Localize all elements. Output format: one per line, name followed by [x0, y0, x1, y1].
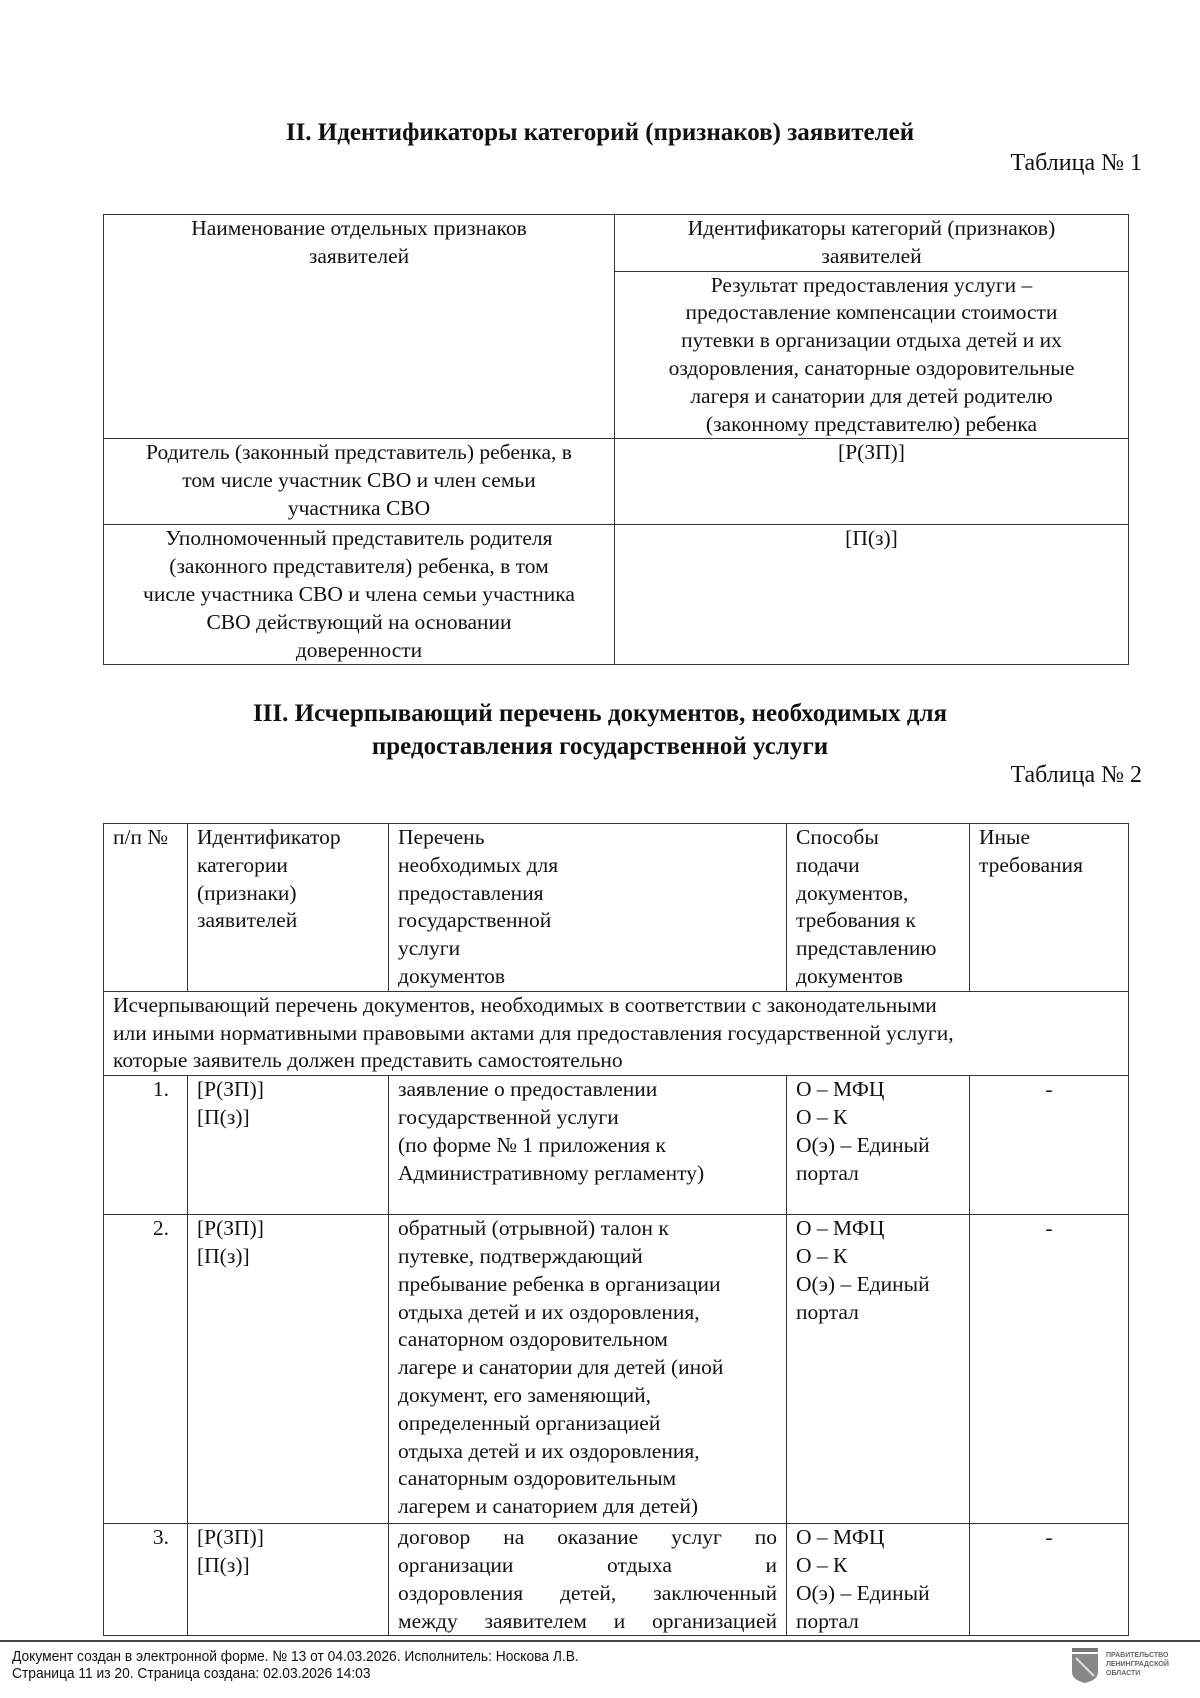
header-documents: Перечень необходимых для предоставления государственной услуги документов	[389, 824, 787, 992]
applicant-id: [Р(ЗП)]	[615, 439, 1129, 525]
table-row	[104, 1076, 1129, 1215]
section-2-title: II. Идентификаторы категорий (признаков) заявителей	[285, 119, 915, 146]
header-methods: Способы подачи документов, требования к представлению документов	[787, 824, 970, 992]
row-methods: О – МФЦ О – К О(э) – Единый портал	[787, 1215, 970, 1524]
doc-line: организации отдыха и	[398, 1552, 777, 1577]
footer-page-info: Страница 11 из 20. Страница создана: 02.03.2026 14:03	[12, 1665, 371, 1682]
section-3-title: III. Исчерпывающий перечень документов, необходимых для предоставления государственной услуги	[252, 700, 948, 760]
header-other: Иные требования	[970, 824, 1129, 992]
header-number: п/п №	[104, 824, 188, 992]
coat-of-arms-icon	[1070, 1648, 1100, 1684]
table-2	[103, 823, 1129, 1636]
applicant-id: [П(з)]	[615, 525, 1129, 665]
table-1-header-ids: Идентификаторы категорий (признаков) заявителей	[615, 215, 1129, 272]
row-document	[389, 1524, 787, 1636]
row-methods: О – МФЦ О – К О(э) – Единый портал	[787, 1524, 970, 1636]
row-other: -	[970, 1524, 1129, 1636]
table-row	[104, 1215, 1129, 1524]
header-category-id: Идентификатор категории (признаки) заявителей	[188, 824, 389, 992]
table-1-header-name: Наименование отдельных признаков заявителей	[104, 215, 615, 439]
row-number: 3.	[104, 1524, 188, 1636]
doc-line: между заявителем и организацией	[398, 1608, 777, 1633]
row-number: 1.	[104, 1076, 188, 1215]
table-2-label: Таблица № 2	[1010, 762, 1142, 788]
logo-text: ПРАВИТЕЛЬСТВО ЛЕНИНГРАДСКОЙ ОБЛАСТИ	[1106, 1652, 1169, 1677]
doc-line: договор на оказание услуг по	[398, 1525, 777, 1550]
group-row: Исчерпывающий перечень документов, необходимых в соответствии с законодательными или иными нормативными правовыми актами для предоставления государственной услуги, которые заявитель должен представить самостоятельно	[104, 991, 1129, 1075]
doc-line: оздоровления детей, заключенный	[398, 1580, 777, 1605]
row-methods: О – МФЦ О – К О(э) – Единый портал	[787, 1076, 970, 1215]
footer-document-info: Документ создан в электронной форме. № 13 от 04.03.2026. Исполнитель: Носкова Л.В.	[12, 1648, 579, 1665]
row-document: заявление о предоставлении государственной услуги (по форме № 1 приложения к Административному регламенту)	[389, 1076, 787, 1215]
table-1-header-result: Результат предоставления услуги – предоставление компенсации стоимости путевки в организации отдыха детей и их оздоровления, санаторные оздоровительные лагеря и санатории для детей родителю (законному представителю) ребенка	[615, 271, 1129, 439]
government-logo	[1070, 1648, 1200, 1688]
table-row	[104, 1524, 1129, 1636]
applicant-name: Родитель (законный представитель) ребенка, в том числе участник СВО и член семьи участника СВО	[104, 439, 615, 525]
table-row	[104, 439, 1129, 525]
table-2-header-row	[104, 824, 1129, 992]
row-ids: [Р(ЗП)] [П(з)]	[188, 1215, 389, 1524]
footer-divider	[0, 1640, 1200, 1642]
table-1	[103, 214, 1129, 665]
table-1-label: Таблица № 1	[1010, 150, 1142, 176]
row-ids: [Р(ЗП)] [П(з)]	[188, 1524, 389, 1636]
row-other: -	[970, 1076, 1129, 1215]
row-document: обратный (отрывной) талон к путевке, подтверждающий пребывание ребенка в организации отдыха детей и их оздоровления, санаторном оздоровительном лагере и санатории для детей (иной документ, его заменяющий, определенный организацией отдыха детей и их оздоровления, санаторным оздоровительным лагерем и санаторием для детей)	[389, 1215, 787, 1524]
table-row	[104, 525, 1129, 665]
applicant-name: Уполномоченный представитель родителя (законного представителя) ребенка, в том числе участника СВО и члена семьи участника СВО действующий на основании доверенности	[104, 525, 615, 665]
row-number: 2.	[104, 1215, 188, 1524]
row-ids: [Р(ЗП)] [П(з)]	[188, 1076, 389, 1215]
row-other: -	[970, 1215, 1129, 1524]
